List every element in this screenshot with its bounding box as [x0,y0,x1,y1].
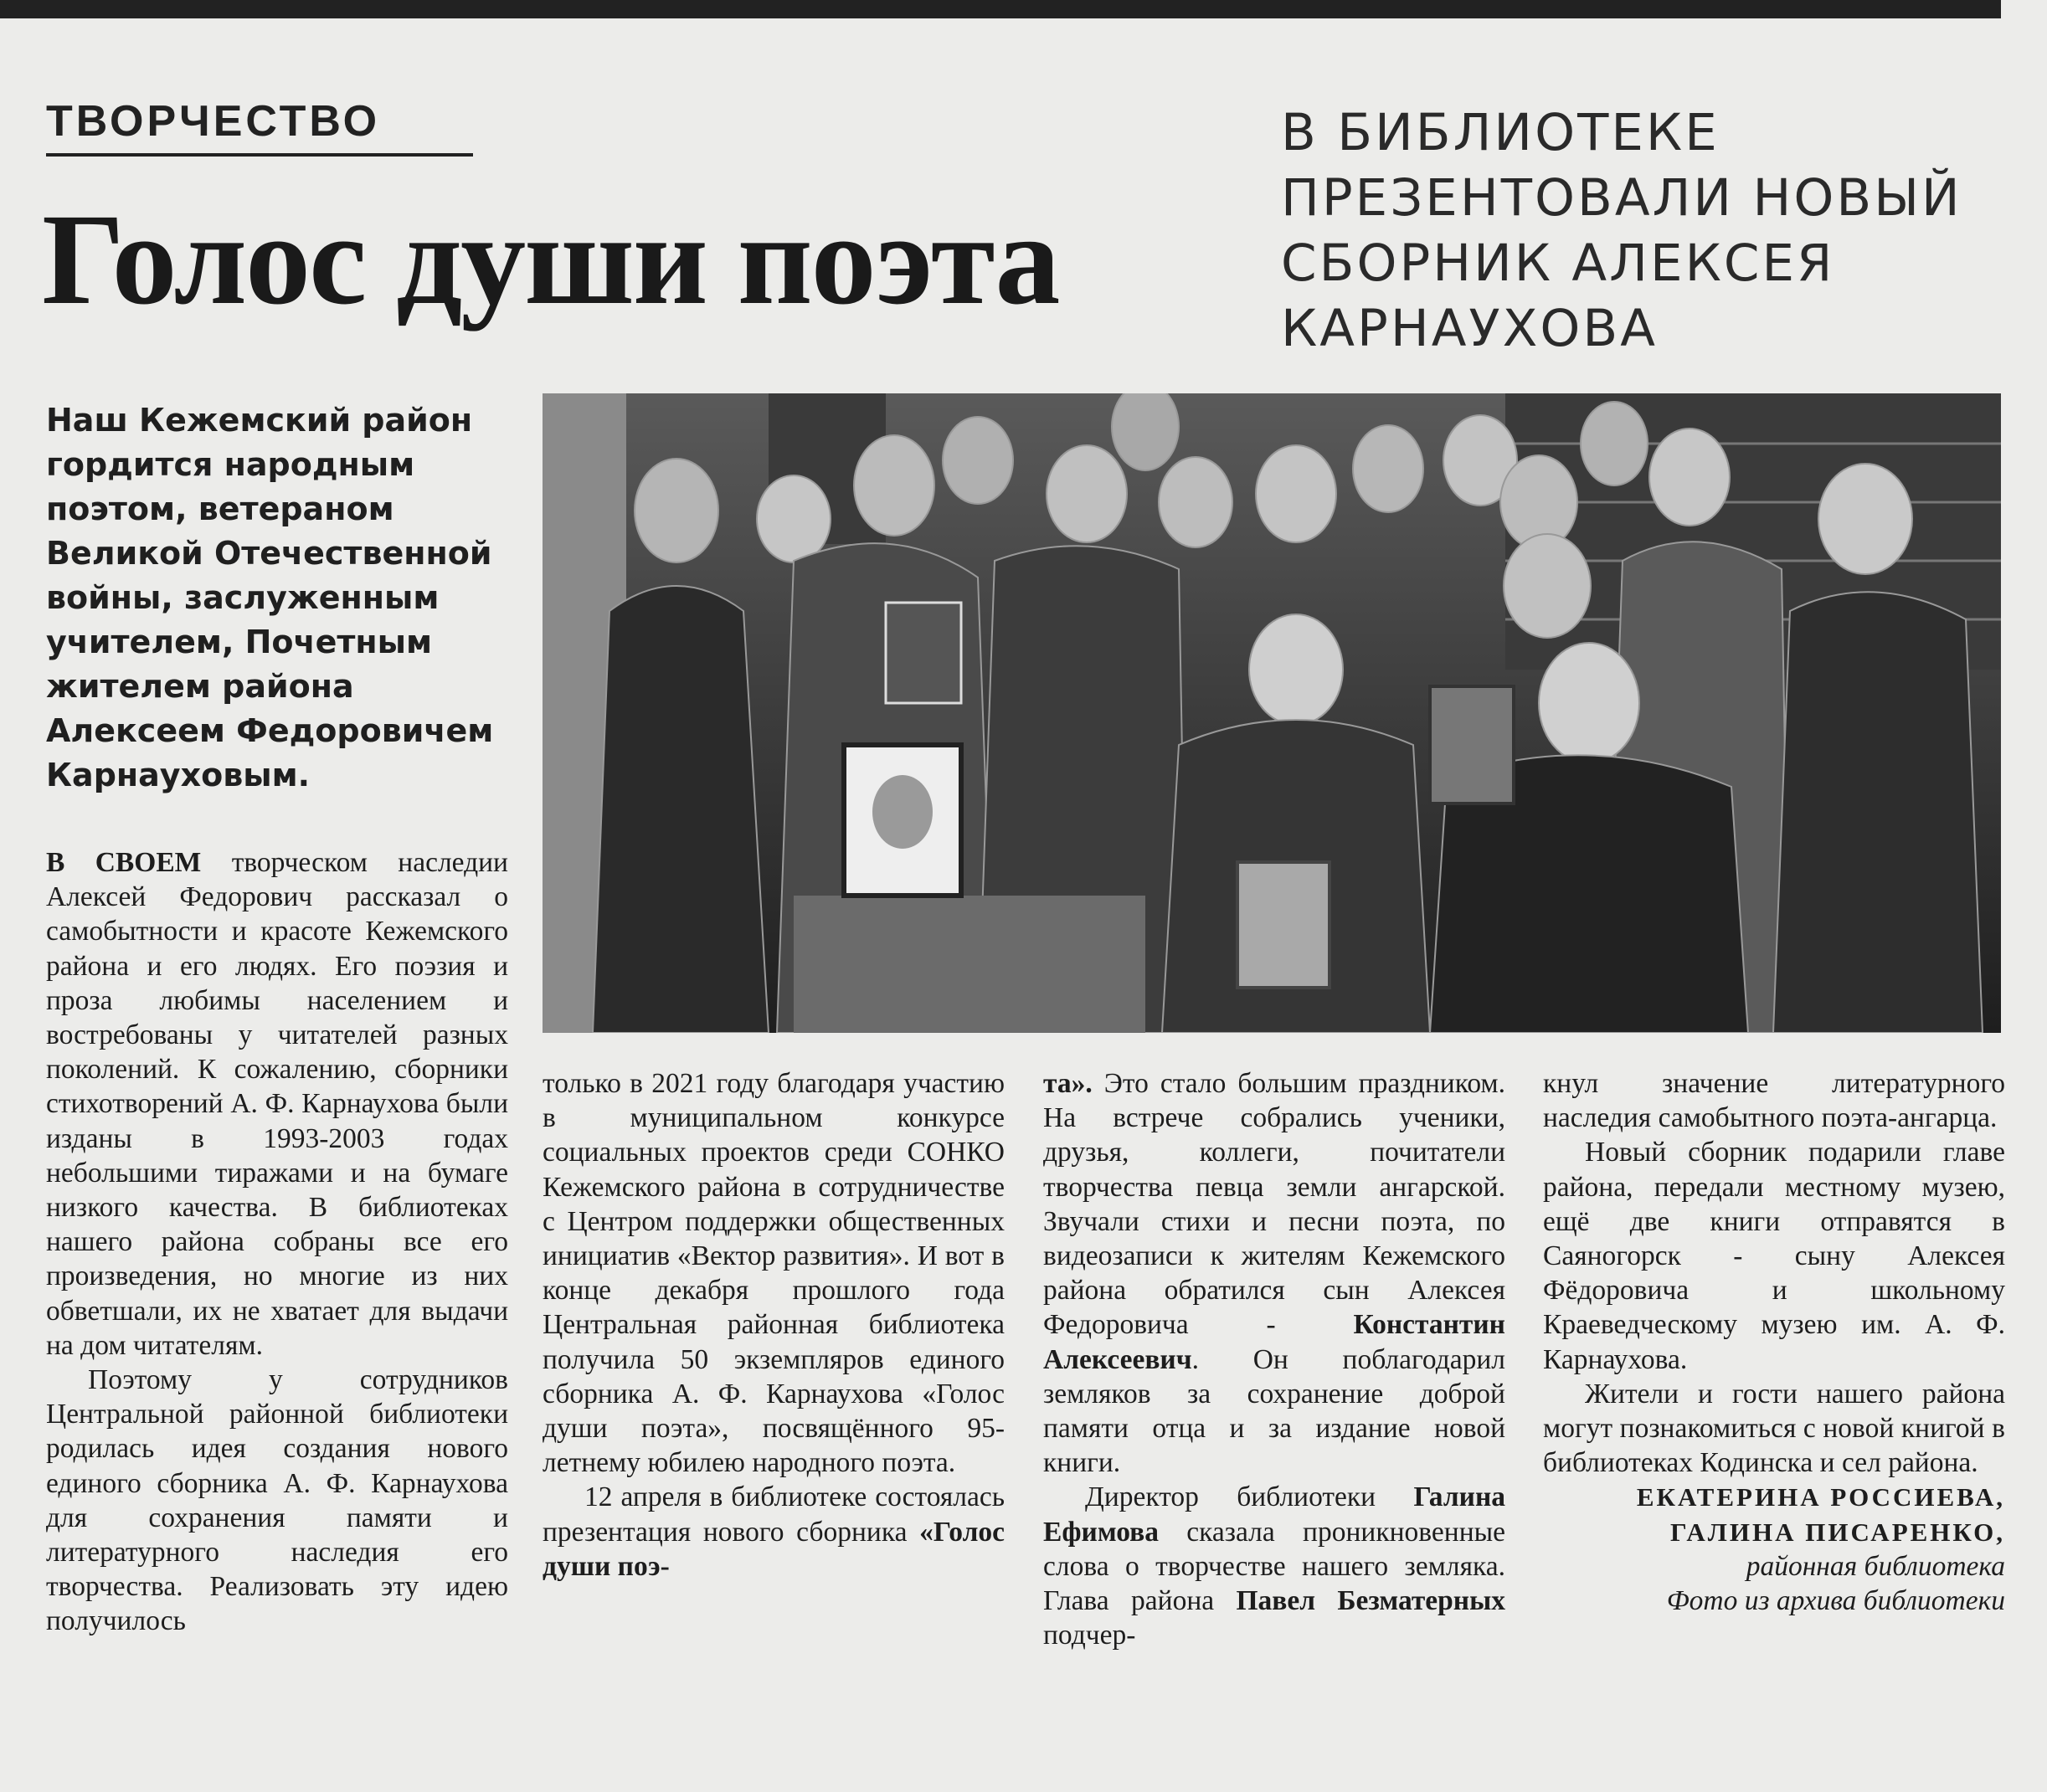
article-column-3 [1043,1066,1505,1652]
paragraph-text: . Он поблагодарил земляков за сохранение доброй памяти отца и за издание новой книги. [1043,1343,1505,1479]
paragraph-text: подчер- [1043,1620,1136,1651]
author-name: ГАЛИНА ПИСАРЕНКО, [1670,1517,2005,1547]
paragraph [1043,1066,1505,1480]
book-title: «Голос души поэ- [543,1516,1005,1582]
article-subtitle: В БИБЛИОТЕКЕ ПРЕЗЕНТОВАЛИ НОВЫЙ СБОРНИК АЛЕКСЕЯ КАРНАУХОВА [1281,103,1962,358]
article-column-2 [543,1066,1005,1584]
rubric-underline [46,153,473,157]
author-affiliation: районная библиотека [1746,1550,2005,1582]
article-headline: Голос души поэта [42,187,1059,331]
group-photo [543,393,2001,1033]
top-rule [0,0,2001,18]
paragraph-text: 12 апреля в библиотеке состоялась презентация нового сборника [543,1481,1005,1548]
article-column-1 [46,845,508,1639]
paragraph [1043,1480,1505,1652]
paragraph [543,1480,1005,1584]
paragraph [46,845,508,1363]
paragraph: Жители и гости нашего района могут познакомиться с новой книгой в библиотеках Кодинска и сел района. [1543,1378,2005,1479]
group-photo-image [543,393,2001,1033]
article-lead: Наш Кежемский район гордится народным поэтом, ветераном Великой Отечественной войны, заслуженным учителем, Почетным жителем района Алексеем Федоровичем Карнауховым. [46,402,494,793]
book-title-end: та». [1043,1068,1093,1099]
paragraph-text: Директор библиотеки [1085,1481,1414,1513]
paragraph-text: Это стало большим праздником. На встрече собрались ученики, друзья, коллеги, почитатели творчества певца земли ангарской. Звучали стихи и песни поэта, по видеозаписи к жителям Кежемского района обратился сын Алексея Федоровича - [1043,1068,1505,1341]
photo-credit: Фото из архива библиотеки [1666,1585,2005,1617]
paragraph-text: сказала проникновенные слова о творчестве нашего земляка. Глава района [1043,1516,1505,1617]
person-name: Павел Безматерных [1236,1585,1505,1617]
paragraph: кнул значение литературного наследия самобытного поэта-ангарца. [1543,1068,2005,1134]
author-name: ЕКАТЕРИНА РОССИЕВА, [1636,1482,2005,1512]
signature-block [1543,1480,2005,1618]
paragraph: только в 2021 году благодаря участию в муниципальном конкурсе социальных проектов среди СОНКО Кежемского района в сотрудничестве с Центром поддержки общественных инициатив «Вектор развития». И вот в конце декабря прошлого года Центральная районная библиотека получила 50 экземпляров единого сборника А. Ф. Карнаухова «Голос души поэта», посвящённого 95-летнему юбилею народного поэта. [543,1068,1005,1479]
lead-in: В СВОЕМ [46,847,202,878]
paragraph: Новый сборник подарили главе района, передали местному музею, ещё две книги отправятся в Саяногорск - сыну Алексея Фёдоровича и школьному Краеведческому музею им. А. Ф. Карнаухова. [1543,1137,2005,1375]
paragraph: Поэтому у сотрудников Центральной районной библиотеки родилась идея создания нового единого сборника А. Ф. Карнаухова для сохранения памяти и литературного наследия его творчества. Реализовать эту идею получилось [46,1364,508,1637]
article-column-4 [1543,1066,2005,1618]
person-name: Константин Алексеевич [1043,1309,1505,1375]
person-name: Галина Ефимова [1043,1481,1505,1548]
paragraph-text: творческом наследии Алексей Федорович рассказал о самобытности и красоте Кежемского района и его людях. Его поэзия и проза любимы населением и востребованы у читателей разных поколений. К сожалению, сборники стихотворений А. Ф. Карнаухова были изданы в 1993-2003 годах небольшими тиражами и на бумаге низкого качества. В библиотеках нашего района собраны все его произведения, но многие из них обветшали, их не хватает для выдачи на дом читателям. [46,847,508,1361]
section-rubric: ТВОРЧЕСТВО [46,97,381,146]
